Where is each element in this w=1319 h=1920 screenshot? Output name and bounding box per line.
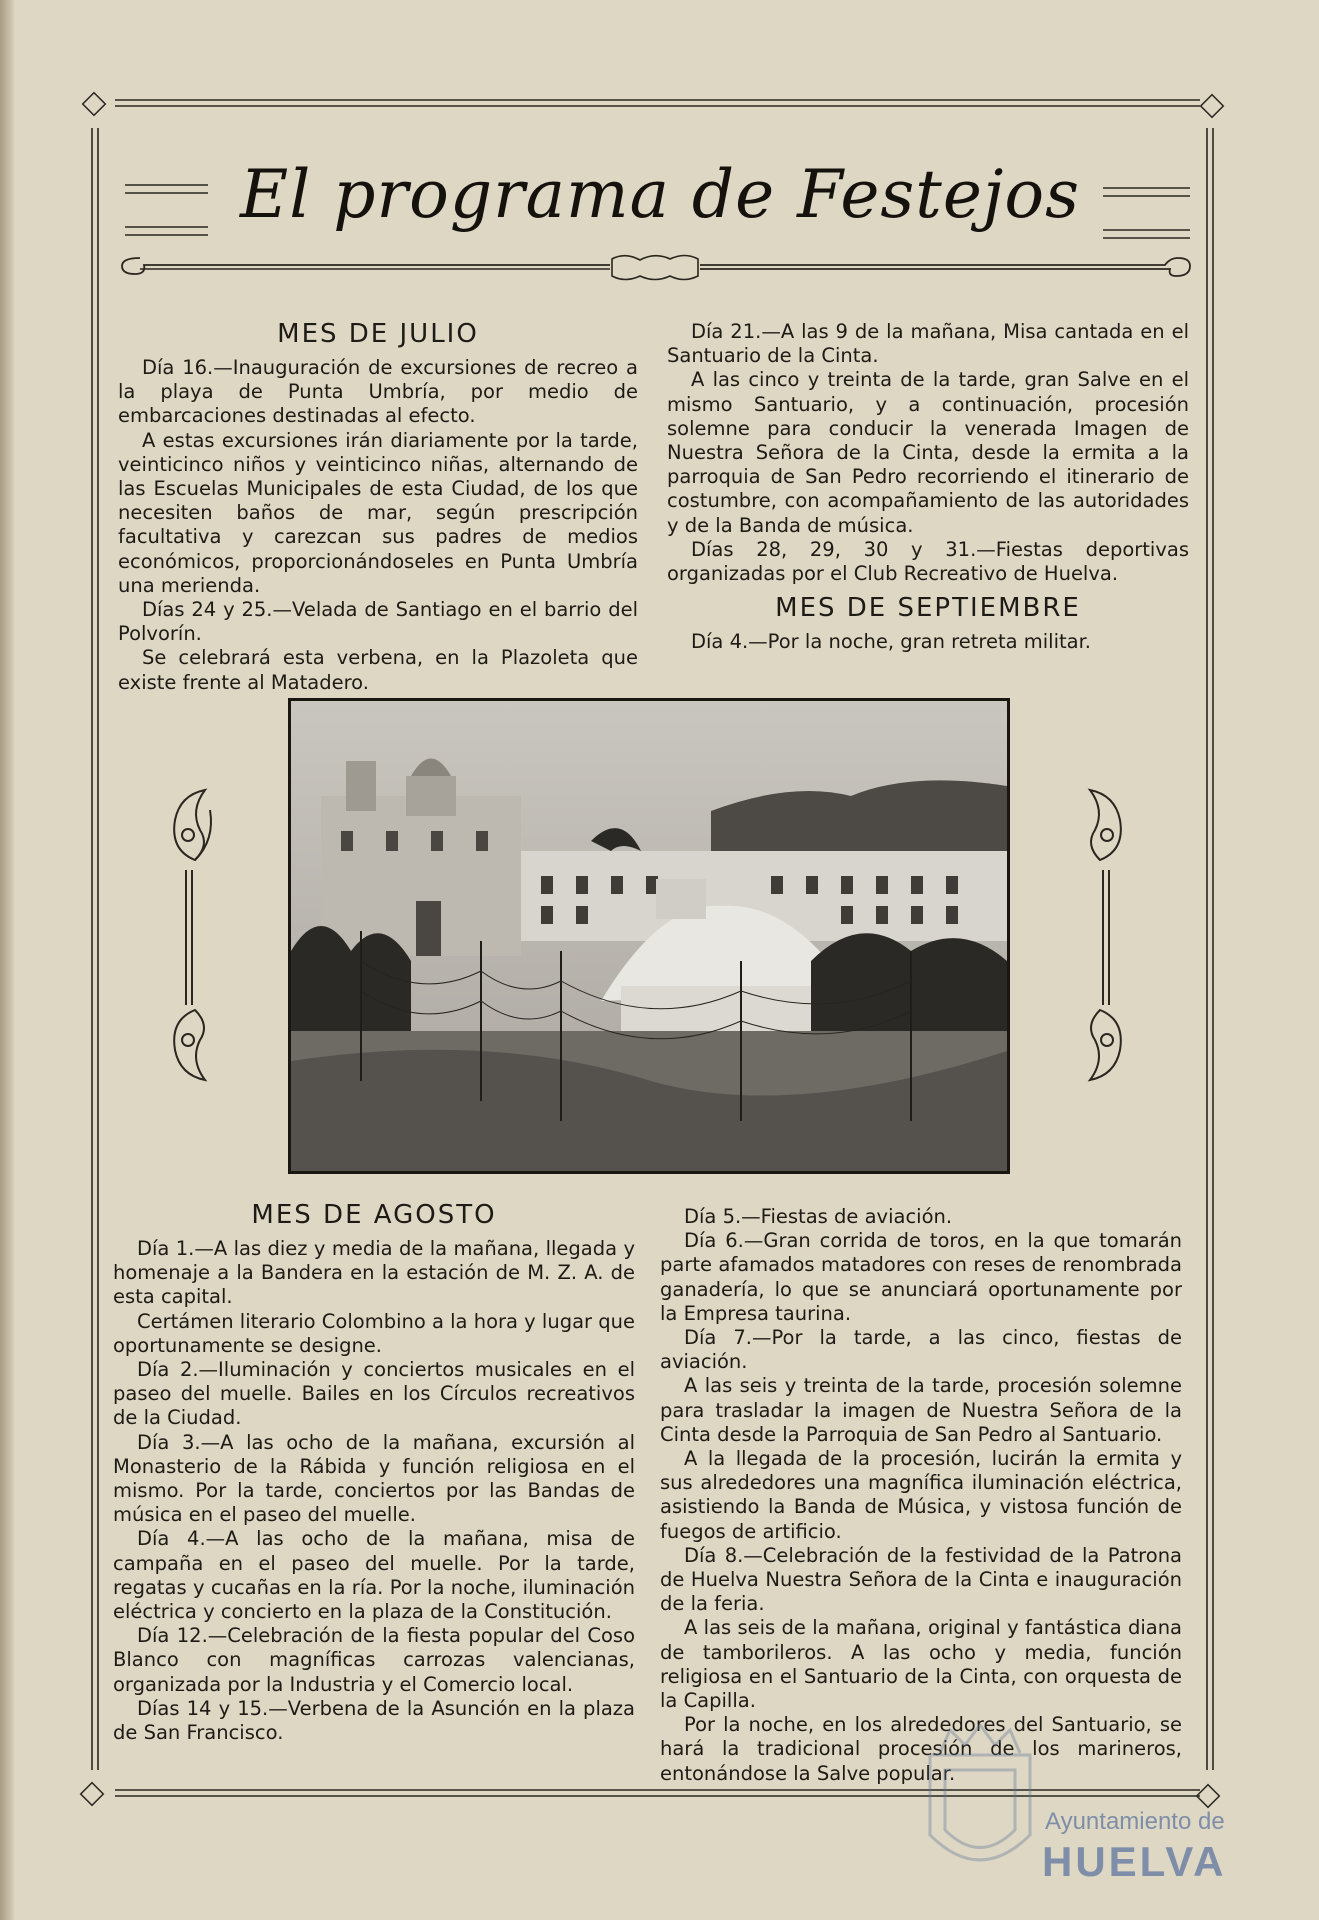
- agosto-paragraph: Día 5.—Fiestas de aviación.: [684, 1205, 953, 1228]
- agosto-paragraph: Día 7.—Por la tarde, a las cinco, fiestas de aviación.: [660, 1326, 1182, 1374]
- julio-column: [118, 312, 638, 695]
- julio-paragraph: A las cinco y treinta de la tarde, gran Salve en el mismo Santuario, y a continuación, procesión solemne para conducir la venerada Imagen de Nuestra Señora de la Cinta, desde la ermita a la parroquia de San Pedro recorriendo el itinerario de costumbre, con acompañamiento de las autoridades y de la Banda de música.: [667, 368, 1189, 537]
- page-edge: [0, 0, 14, 1920]
- agosto-paragraph: A la llegada de la procesión, lucirán la ermita y sus alrededores una magnífica iluminación eléctrica, asistiendo la Banda de Música, y vistosa función de fuegos de artificio.: [660, 1447, 1182, 1543]
- page-title: El programa de Festejos: [240, 156, 1080, 233]
- julio-paragraph: Día 16.—Inauguración de excursiones de recreo a la playa de Punta Umbría, por medio de embarcaciones destinadas al efecto.: [118, 356, 638, 428]
- agosto-paragraph: A las seis y treinta de la tarde, procesión solemne para trasladar la imagen de Nuestra Señora de la Cinta desde la Parroquia de San Pedro al Santuario.: [660, 1374, 1182, 1446]
- julio-paragraph: Día 21.—A las 9 de la mañana, Misa cantada en el Santuario de la Cinta.: [667, 320, 1189, 368]
- agosto-paragraph: Día 3.—A las ocho de la mañana, excursión al Monasterio de la Rábida y función religiosa en el mismo. Por la tarde, conciertos por las Bandas de música en el paseo del muelle.: [113, 1430, 635, 1527]
- agosto-paragraph: A las seis de la mañana, original y fantástica diana de tamborileros. A las ocho y media, función religiosa en el Santuario de la Cinta, con orquesta de la Capilla.: [660, 1616, 1182, 1713]
- agosto-paragraph: Día 4.—A las ocho de la mañana, misa de campaña en el paseo del muelle. Por la tarde, regatas y cucañas en la ría. Por la noche, iluminación eléctrica y concierto en la plaza de la Constitución.: [113, 1527, 635, 1624]
- septiembre-heading: MES DE SEPTIEMBRE: [775, 593, 1081, 624]
- agosto-paragraph: Por la noche, en los alrededores del Santuario, se hará la tradicional procesión de los marineros, entonándose la Salve popular.: [660, 1713, 1182, 1785]
- watermark-line1: Ayuntamiento de: [1045, 1808, 1225, 1835]
- agosto-paragraph: Días 14 y 15.—Verbena de la Asunción en la plaza de San Francisco.: [113, 1696, 635, 1745]
- septiembre-paragraph: Día 4.—Por la noche, gran retreta militar.: [691, 630, 1092, 654]
- plaza-photograph: [288, 698, 1010, 1174]
- agosto-paragraph: Día 2.—Iluminación y conciertos musicales en el paseo del muelle. Bailes en los Círculos recreativos de la Ciudad.: [113, 1358, 635, 1430]
- agosto-right-column: [660, 1205, 1182, 1786]
- julio-paragraph: Se celebrará esta verbena, en la Plazoleta que existe frente al Matadero.: [118, 646, 638, 694]
- julio-paragraph: Días 28, 29, 30 y 31.—Fiestas deportivas organizadas por el Club Recreativo de Huelva.: [667, 537, 1189, 586]
- agosto-paragraph: Certámen literario Colombino a la hora y lugar que oportunamente se designe.: [113, 1309, 635, 1357]
- agosto-paragraph: Día 1.—A las diez y media de la mañana, llegada y homenaje a la Bandera en la estación de M. Z. A. de esta capital.: [113, 1237, 635, 1309]
- julio-septiembre-column: [667, 320, 1189, 654]
- agosto-paragraph: Día 6.—Gran corrida de toros, en la que tomarán parte afamados matadores con reses de renombrada ganadería, lo que se anunciará oportunamente por la Empresa taurina.: [660, 1229, 1182, 1325]
- agosto-paragraph: Día 8.—Celebración de la festividad de la Patrona de Huelva Nuestra Señora de la Cinta e inauguración de la feria.: [660, 1543, 1182, 1616]
- agosto-paragraph: Día 12.—Celebración de la fiesta popular del Coso Blanco con magníficas carrozas valencianas, organizada por la Industria y el Comercio local.: [113, 1624, 635, 1696]
- agosto-heading: MES DE AGOSTO: [251, 1200, 497, 1230]
- julio-paragraph: Días 24 y 25.—Velada de Santiago en el barrio del Polvorín.: [118, 598, 638, 646]
- watermark-line2: HUELVA: [1042, 1838, 1227, 1885]
- julio-paragraph: A estas excursiones irán diariamente por la tarde, veinticinco niños y veinticinco niñas, alternando de las Escuelas Municipales de esta Ciudad, de los que necesiten baños de mar, según prescripción facultativa y carezcan sus padres de medios económicos, proporcionándoseles en Punta Umbría una merienda.: [118, 428, 638, 597]
- julio-heading: MES DE JULIO: [277, 319, 479, 349]
- agosto-column: [113, 1193, 635, 1745]
